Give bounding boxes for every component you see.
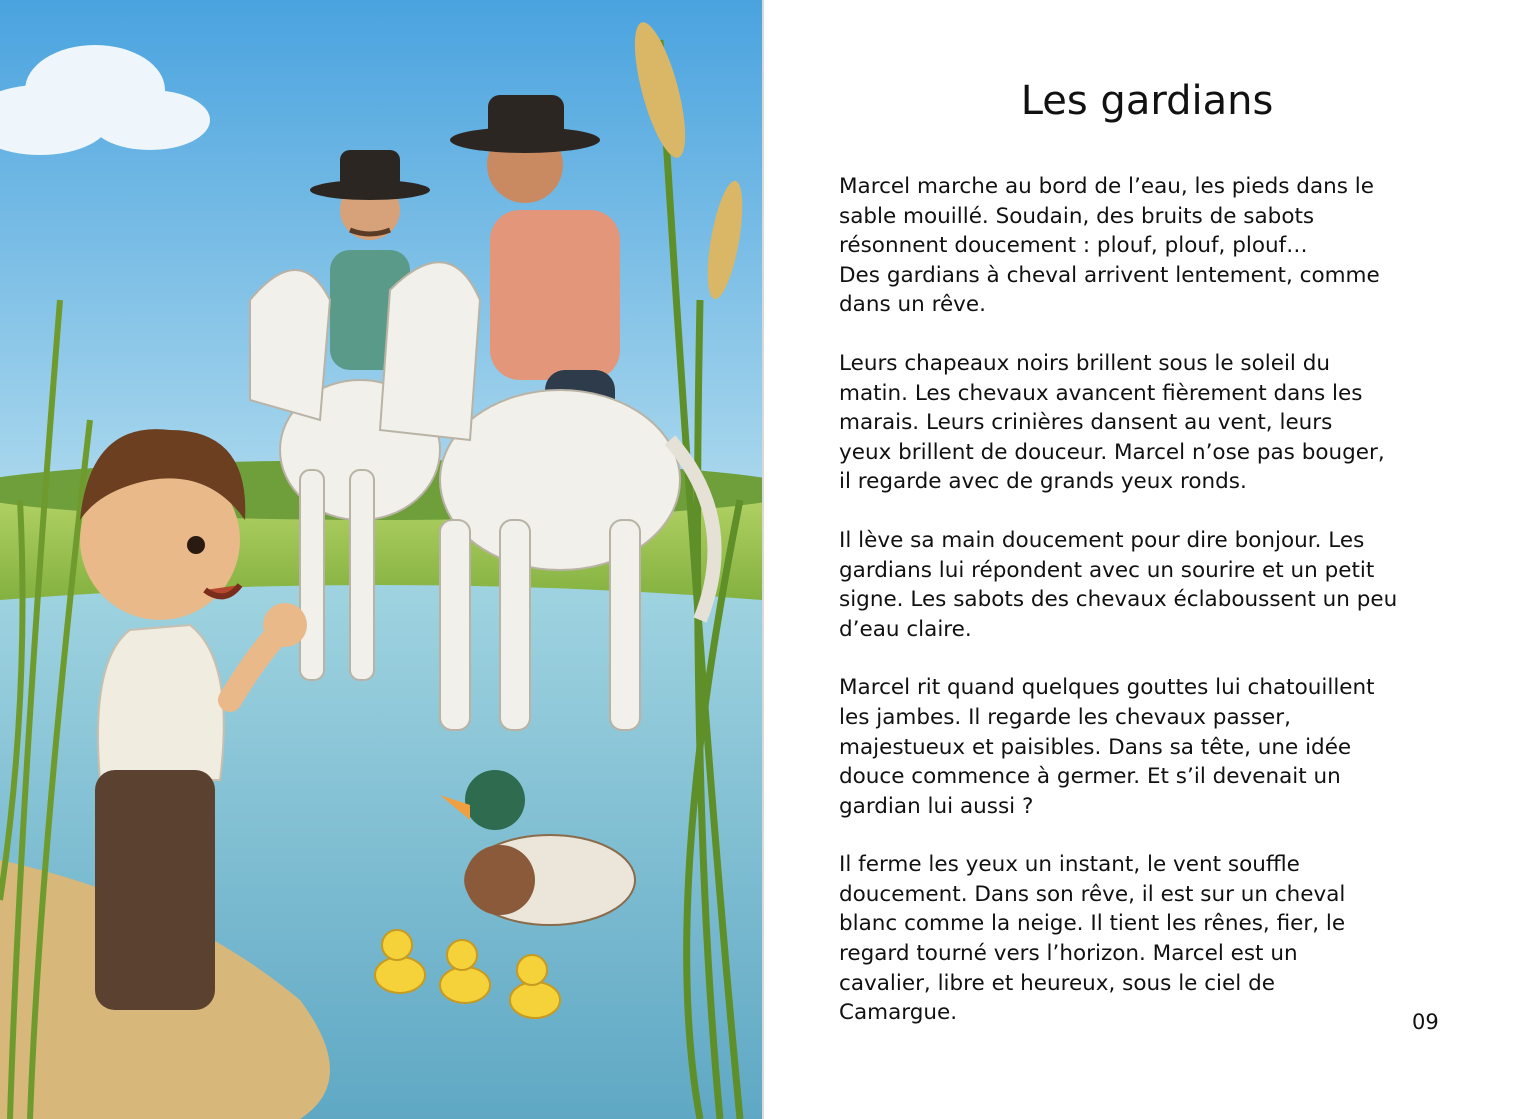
story-paragraph-3: Il lève sa main doucement pour dire bonjour. Les gardians lui répondent avec un sourire et un petit signe. Les sabots des chevaux éclaboussent un peu d’eau claire. (839, 527, 1398, 642)
story-paragraph-1: Marcel marche au bord de l’eau, les pieds dans le sable mouillé. Soudain, des bruits de sabots résonnent doucement : plouf, plouf, plouf… Des gardians à cheval arrivent lentement, comme dans un rêve. (839, 174, 1380, 318)
illustration-art (0, 0, 762, 1119)
story-illustration (0, 0, 762, 1119)
story-text (839, 172, 1479, 1057)
story-paragraph-2: Leurs chapeaux noirs brillent sous le soleil du matin. Les chevaux avancent fièrement dans les marais. Leurs crinières dansent au vent, leurs yeux brillent de douceur. Marcel n’ose pas bouger, il regarde avec de grands yeux ronds. (839, 350, 1385, 495)
page-number: 09 (1412, 1010, 1439, 1034)
page-title: Les gardians (1020, 78, 1274, 124)
text-page (764, 0, 1530, 1119)
story-paragraph-4: Marcel rit quand quelques gouttes lui chatouillent les jambes. Il regarde les chevaux passer, majestueux et paisibles. Dans sa tête, une idée douce commence à germer. Et s’il devenait un gardian lui aussi ? (839, 675, 1375, 819)
story-paragraph-5: Il ferme les yeux un instant, le vent souffle doucement. Dans son rêve, il est sur un cheval blanc comme la neige. Il tient les rênes, fier, le regard tourné vers l’horizon. Marcel est un cavalier, libre et heureux, sous le ciel de Camargue. (839, 852, 1346, 1026)
